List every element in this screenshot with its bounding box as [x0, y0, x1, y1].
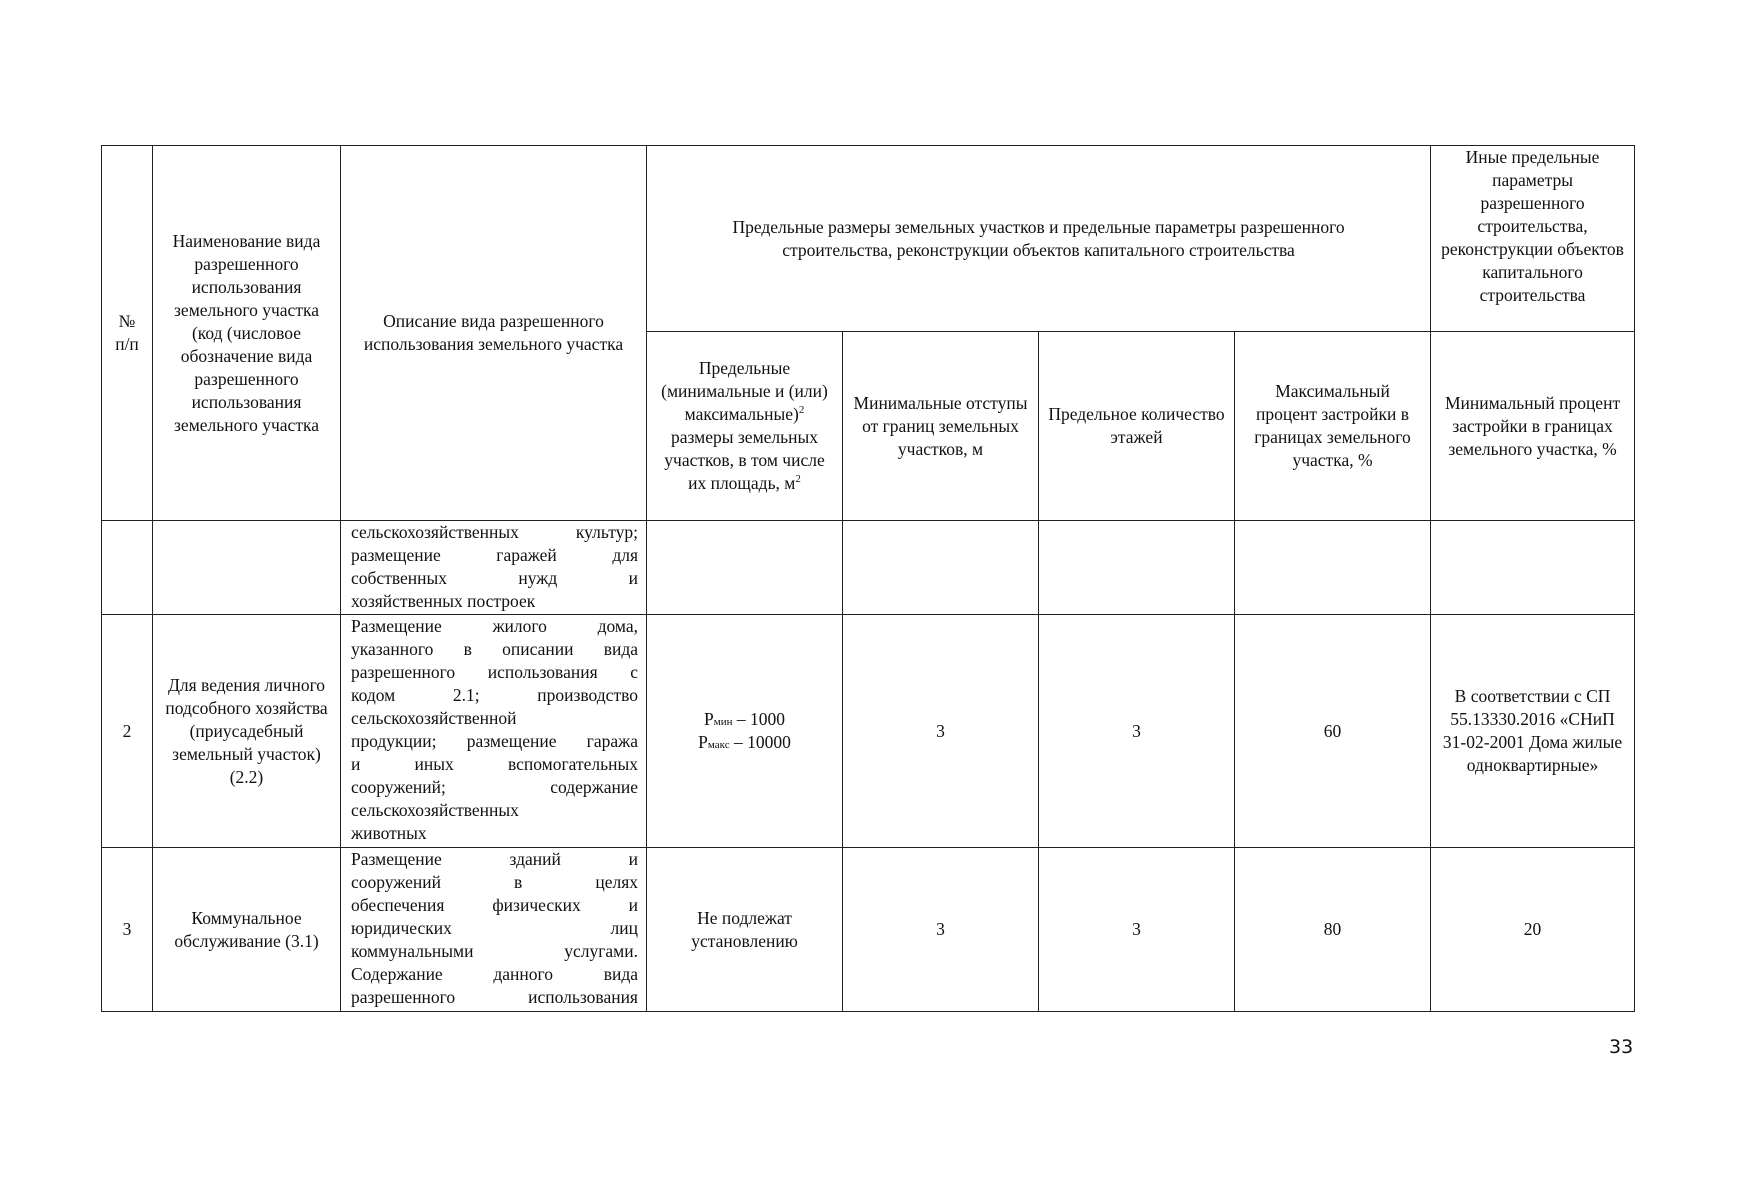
- desc-line: разрешенного использования: [351, 987, 638, 1007]
- header-sizes: [647, 332, 843, 521]
- header-name: Наименование вида разрешенного использования земельного участка (код (числовое обозначение вида разрешенного использования земельного участка: [153, 146, 341, 521]
- size-min-sub: мин: [713, 716, 733, 728]
- desc-line: сооружений в целях: [351, 872, 638, 892]
- size-min-symbol: Р: [704, 709, 714, 729]
- size-max-value: – 10000: [729, 732, 791, 752]
- cell-max-pct: [1235, 521, 1431, 615]
- cell-floors: 3: [1039, 848, 1235, 1012]
- header-max-pct: Максимальный процент застройки в границах земельного участка, %: [1235, 332, 1431, 521]
- desc-line: Размещение зданий и: [351, 849, 638, 869]
- desc-line: указанного в описании вида: [351, 639, 638, 659]
- size-max-sub: макс: [707, 739, 730, 751]
- cell-floors: 3: [1039, 615, 1235, 848]
- header-setbacks: Минимальные отступы от границ земельных участков, м: [843, 332, 1039, 521]
- table-row: [102, 521, 1635, 615]
- desc-line: собственных нужд и: [351, 568, 638, 588]
- cell-name: Коммунальное обслуживание (3.1): [153, 848, 341, 1012]
- header-limits: Предельные размеры земельных участков и предельные параметры разрешенного строительства, реконструкции объектов капитального строительства: [647, 146, 1431, 332]
- page-number: 33: [1609, 1036, 1634, 1058]
- header-desc: Описание вида разрешенного использования земельного участка: [341, 146, 647, 521]
- cell-sizes: [647, 615, 843, 848]
- desc-line: кодом 2.1; производство: [351, 685, 638, 705]
- header-num-sign: №: [118, 311, 136, 331]
- desc-line: обеспечения физических и: [351, 895, 638, 915]
- cell-name: Для ведения личного подсобного хозяйства (приусадебный земельный участок) (2.2): [153, 615, 341, 848]
- cell-floors: [1039, 521, 1235, 615]
- cell-min-pct: [1431, 521, 1635, 615]
- cell-max-pct: 80: [1235, 848, 1431, 1012]
- header-floors: Предельное количество этажей: [1039, 332, 1235, 521]
- cell-desc: [341, 521, 647, 615]
- cell-desc: [341, 848, 647, 1012]
- desc-line: сооружений; содержание: [351, 777, 638, 797]
- header-min-pct: Минимальный процент застройки в границах земельного участка, %: [1431, 332, 1635, 521]
- cell-sizes: [647, 521, 843, 615]
- table-row: [102, 848, 1635, 1012]
- table-row: [102, 615, 1635, 848]
- desc-line: Содержание данного вида: [351, 964, 638, 984]
- cell-min-pct: 20: [1431, 848, 1635, 1012]
- desc-line: хозяйственных построек: [351, 591, 536, 611]
- header-num: [102, 146, 153, 521]
- size-min: [704, 709, 785, 729]
- header-sizes2-sup: 2: [795, 473, 801, 486]
- cell-sizes: Не подлежат установлению: [647, 848, 843, 1012]
- cell-max-pct: 60: [1235, 615, 1431, 848]
- desc-line: сельскохозяйственных животных: [351, 800, 519, 843]
- header-sizes-text: Предельные (минимальные и (или) максимальные): [661, 358, 828, 424]
- desc-line: и иных вспомогательных: [351, 754, 638, 774]
- desc-line: продукции; размещение гаража: [351, 731, 638, 751]
- cell-num: 2: [102, 615, 153, 848]
- header-sizes-text2: размеры земельных участков, в том числе их площадь, м: [664, 427, 825, 493]
- cell-num: [102, 521, 153, 615]
- desc-line: Размещение жилого дома,: [351, 616, 638, 636]
- desc-line: сельскохозяйственной: [351, 708, 517, 728]
- regulations-table: [101, 145, 1635, 1012]
- header-sizes-sup: 2: [798, 404, 805, 417]
- size-max-symbol: Р: [698, 732, 708, 752]
- cell-setbacks: 3: [843, 848, 1039, 1012]
- cell-desc: [341, 615, 647, 848]
- size-min-value: – 1000: [732, 709, 785, 729]
- desc-line: коммунальными услугами.: [351, 941, 638, 961]
- cell-num: 3: [102, 848, 153, 1012]
- desc-line: разрешенного использования с: [351, 662, 638, 682]
- desc-line: юридических лиц: [351, 918, 638, 938]
- header-other: Иные предельные параметры разрешенного строительства, реконструкции объектов капитального строительства: [1431, 146, 1635, 332]
- header-num-pp: п/п: [115, 334, 139, 354]
- desc-line: размещение гаражей для: [351, 545, 638, 565]
- desc-line: сельскохозяйственных культур;: [351, 522, 638, 542]
- cell-setbacks: 3: [843, 615, 1039, 848]
- size-max: [698, 732, 791, 752]
- cell-name: [153, 521, 341, 615]
- cell-setbacks: [843, 521, 1039, 615]
- cell-min-pct: В соответствии с СП 55.13330.2016 «СНиП 31-02-2001 Дома жилые одноквартирные»: [1431, 615, 1635, 848]
